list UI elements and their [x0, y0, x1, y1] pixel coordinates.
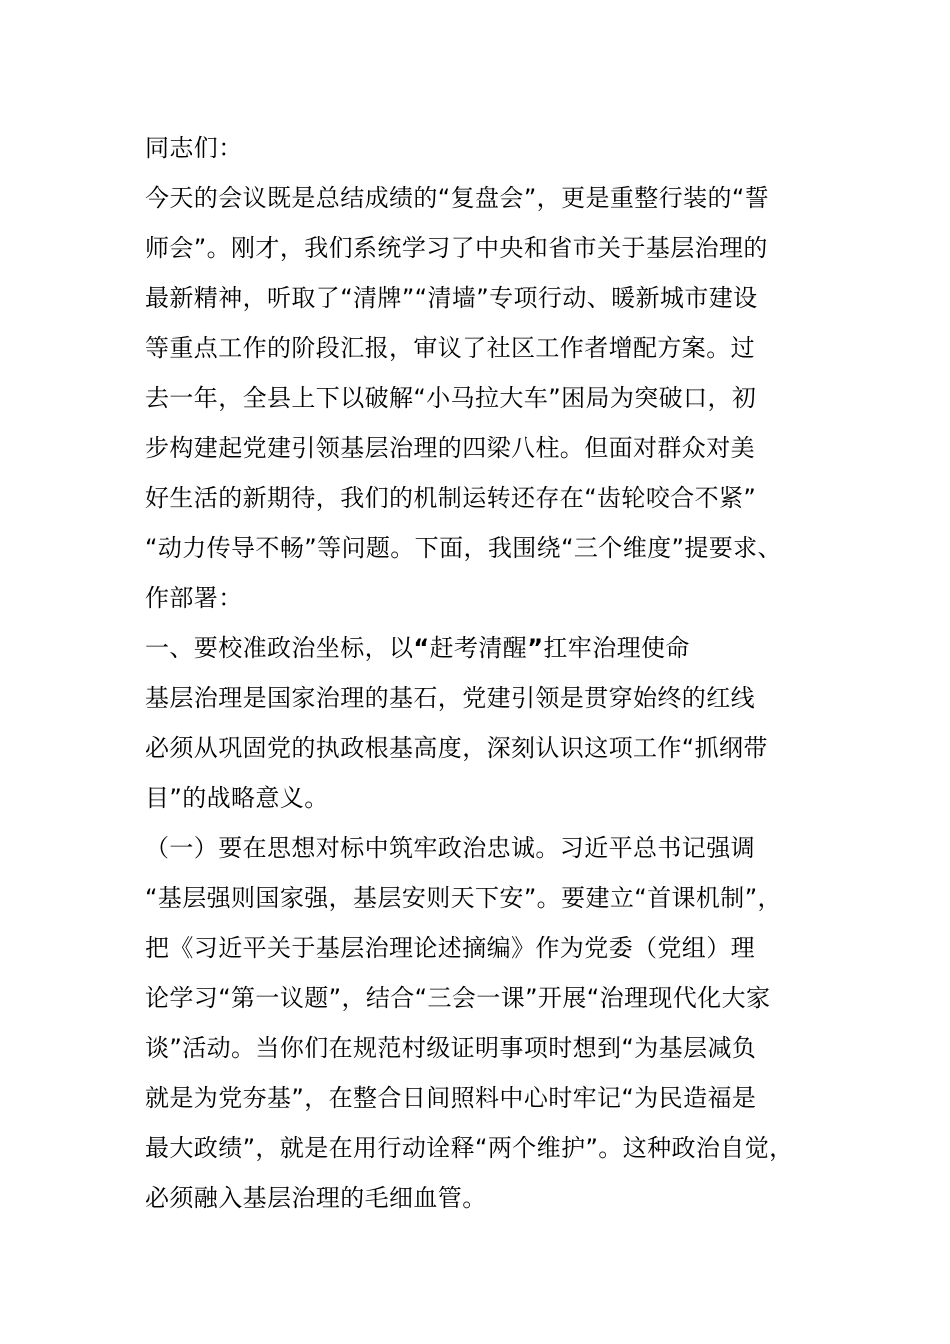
- subsection-line: 就是为党夯基”，在整合日间照料中心时牢记“为民造福是: [145, 1084, 757, 1112]
- subsection-line: 最大政绩”，就是在用行动诠释“两个维护”。这种政治自觉，: [145, 1134, 794, 1162]
- heading-quote-text: 赶考清醒: [429, 634, 528, 662]
- heading-quote-close: ”: [527, 634, 544, 662]
- paragraph-line: 去一年，全县上下以破解“小马拉大车”困局为突破口，初: [145, 384, 757, 412]
- heading-prefix: 一、要校准政治坐标，以: [145, 634, 414, 662]
- subsection-line: 谈”活动。当你们在规范村级证明事项时想到“为基层减负: [145, 1034, 757, 1062]
- section-line: 必须从巩固党的执政根基高度，深刻认识这项工作“抓纲带: [145, 734, 768, 762]
- subsection-line: 把《习近平关于基层治理论述摘编》作为党委（党组）理: [145, 934, 755, 962]
- section-line: 基层治理是国家治理的基石，党建引领是贯穿始终的红线: [145, 684, 755, 712]
- salutation: 同志们：: [145, 134, 243, 162]
- heading-suffix: 扛牢治理使命: [543, 634, 690, 662]
- subsection-line: 论学习“第一议题”，结合“三会一课”开展“治理现代化大家: [145, 984, 771, 1012]
- paragraph-line: 师会”。刚才，我们系统学习了中央和省市关于基层治理的: [145, 234, 768, 262]
- section-heading: [145, 632, 690, 664]
- paragraph-line: “动力传导不畅”等问题。下面，我围绕“三个维度”提要求、: [145, 534, 782, 562]
- section-line: 目”的战略意义。: [145, 784, 329, 812]
- paragraph-line: 步构建起党建引领基层治理的四梁八柱。但面对群众对美: [145, 434, 755, 462]
- paragraph-line: 作部署：: [145, 584, 243, 612]
- heading-quote-open: “: [413, 634, 430, 662]
- paragraph-line: 等重点工作的阶段汇报，审议了社区工作者增配方案。过: [145, 334, 755, 362]
- paragraph-line: 今天的会议既是总结成绩的“复盘会”，更是重整行装的“誓: [145, 184, 770, 212]
- subsection-line: （一）要在思想对标中筑牢政治忠诚。习近平总书记强调: [145, 834, 755, 862]
- subsection-line: 必须融入基层治理的毛细血管。: [145, 1184, 487, 1212]
- paragraph-line: 好生活的新期待，我们的机制运转还存在“齿轮咬合不紧”: [145, 484, 757, 512]
- subsection-line: “基层强则国家强，基层安则天下安”。要建立“首课机制”，: [145, 884, 782, 912]
- paragraph-line: 最新精神，听取了“清牌”“清墙”专项行动、暖新城市建设: [145, 284, 758, 312]
